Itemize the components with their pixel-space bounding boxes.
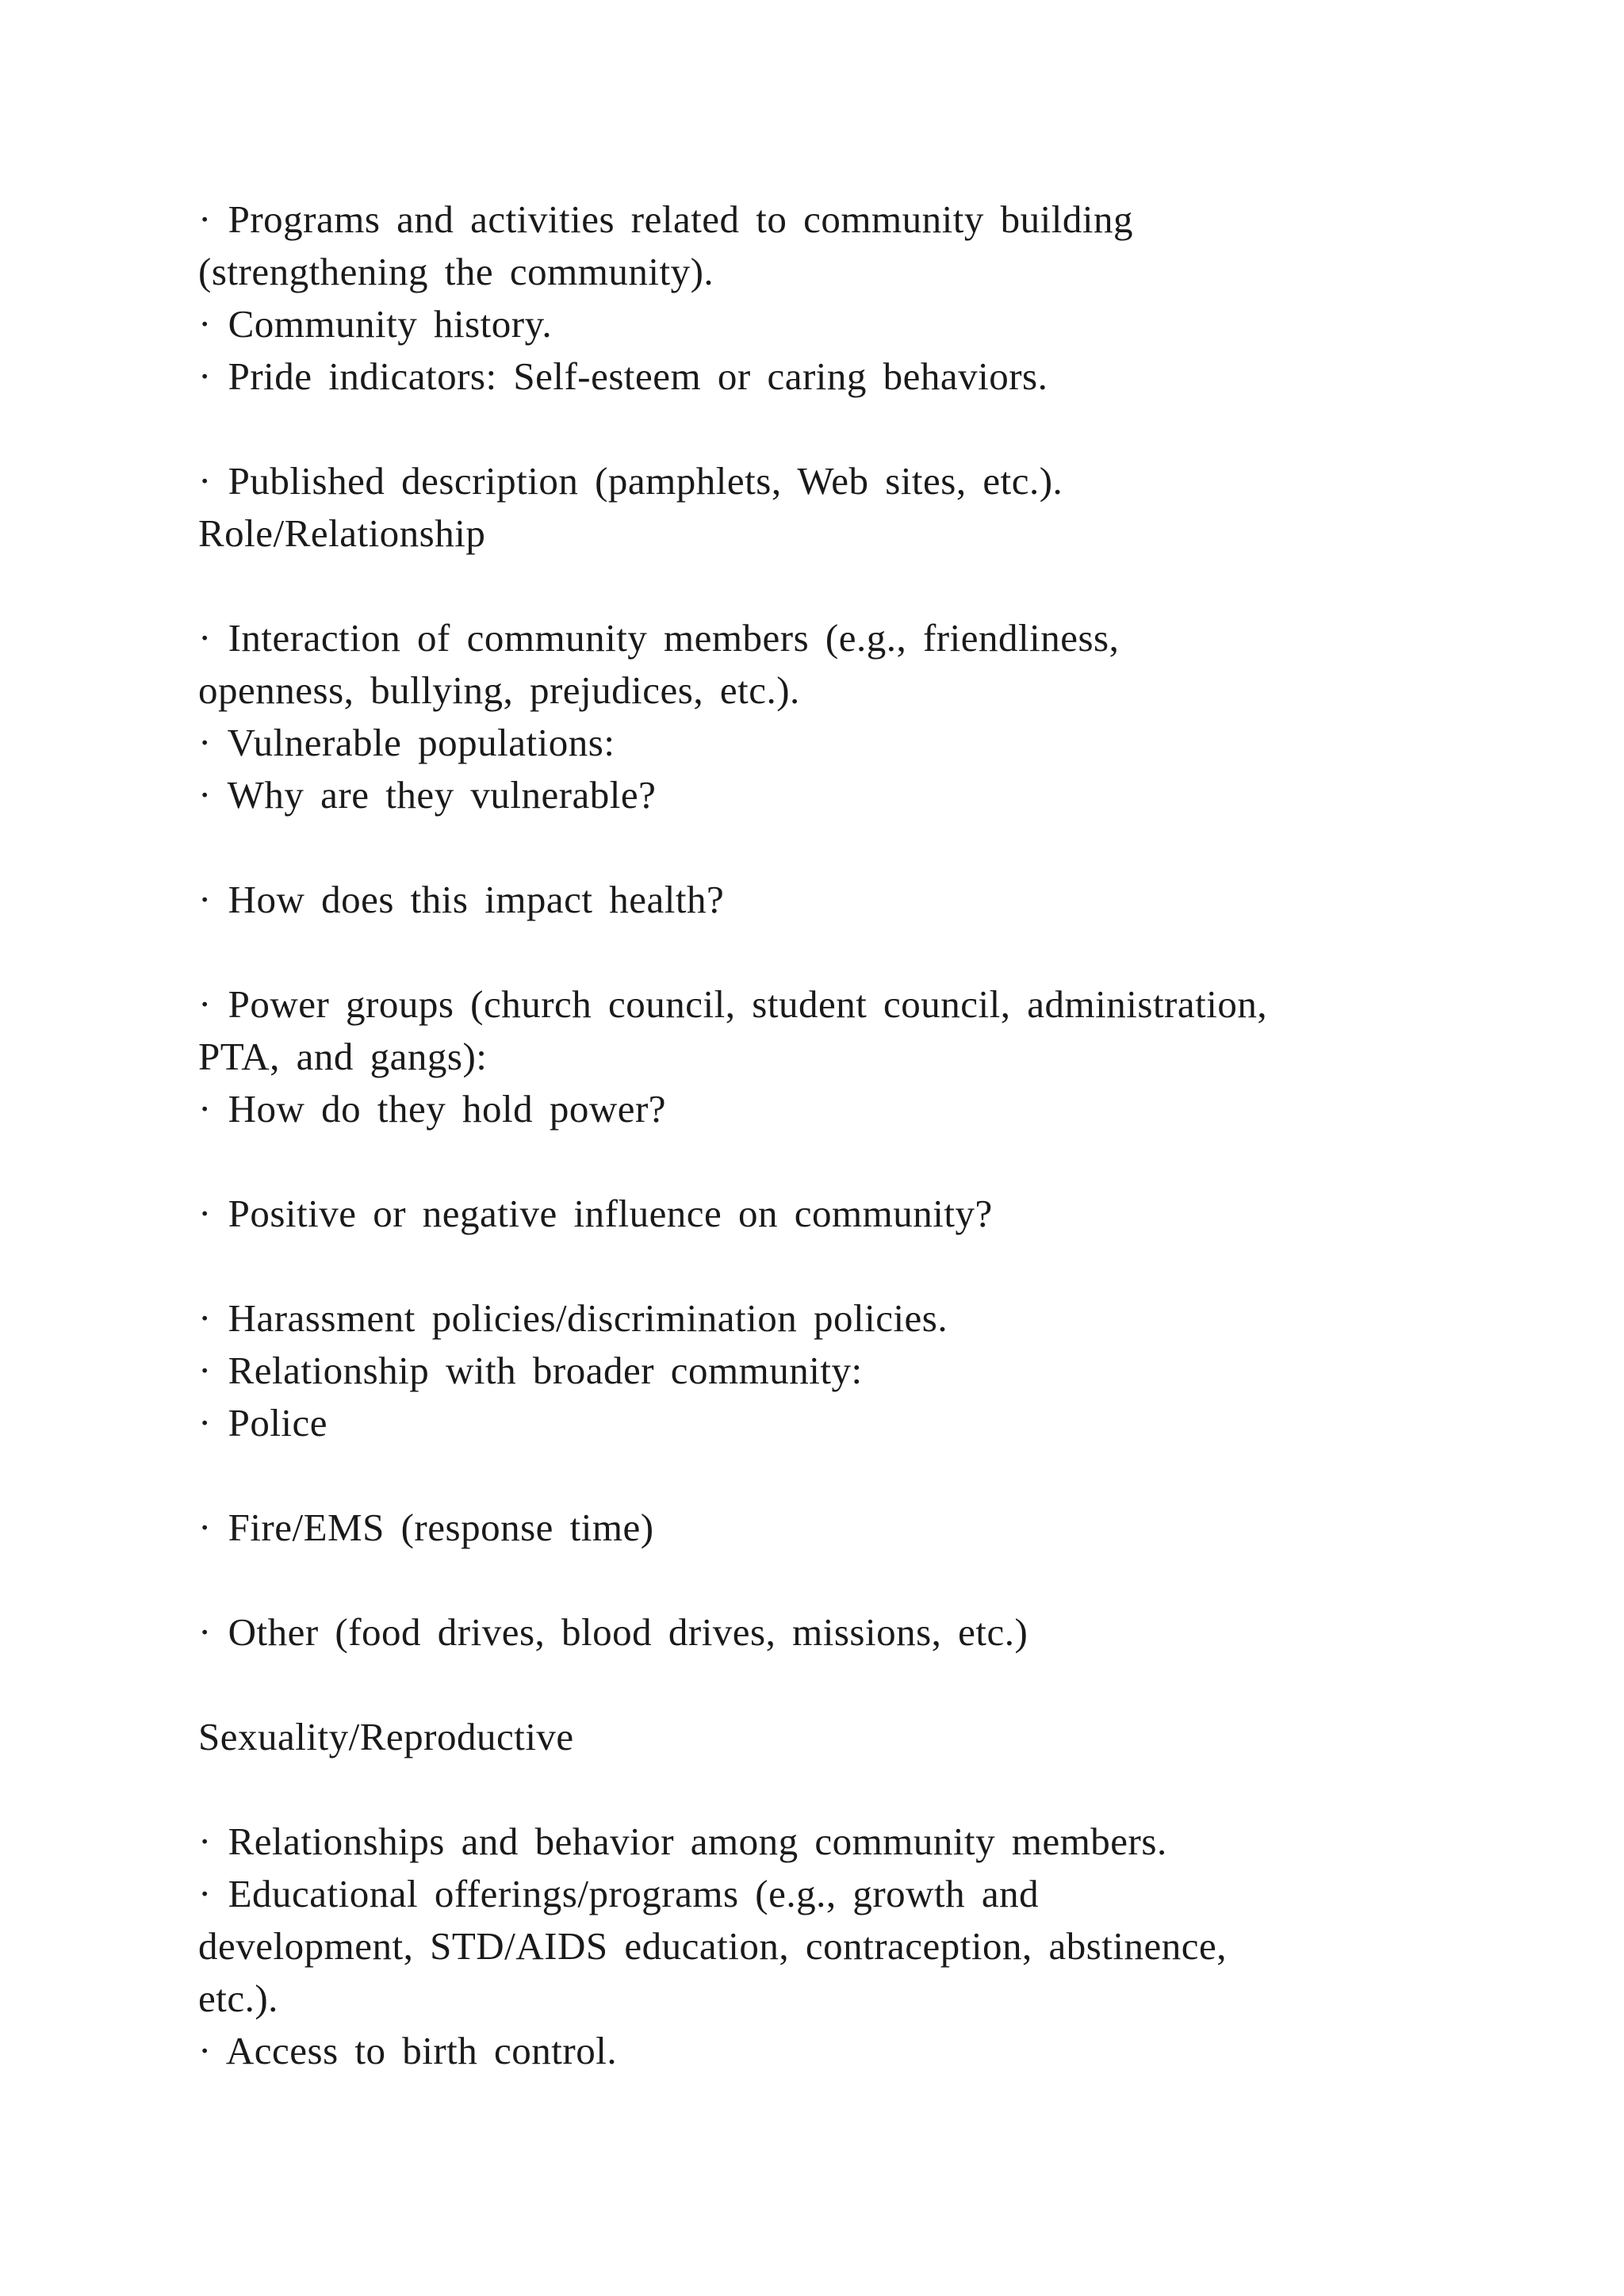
text-line: · Published description (pamphlets, Web sites, etc.). — [198, 459, 1063, 503]
text-line: · Other (food drives, blood drives, missions, etc.) — [198, 1610, 1028, 1654]
text-line: · Relationships and behavior among community members. — [198, 1820, 1167, 1863]
text-line: · Police — [198, 1401, 328, 1445]
text-line: development, STD/AIDS education, contraception, abstinence, — [198, 1924, 1228, 1968]
text-line: · How do they hold power? — [198, 1087, 667, 1131]
section-heading: Sexuality/Reproductive — [198, 1715, 574, 1758]
text-line: · How does this impact health? — [198, 878, 725, 921]
text-line: · Community history. — [198, 302, 553, 346]
text-line: etc.). — [198, 1976, 278, 2020]
text-line: · Vulnerable populations: — [198, 721, 615, 764]
text-line: · Pride indicators: Self-esteem or caring behaviors. — [198, 354, 1048, 398]
text-line: (strengthening the community). — [198, 250, 714, 293]
text-line: PTA, and gangs): — [198, 1035, 488, 1078]
section-heading: Role/Relationship — [198, 511, 486, 555]
text-line: openness, bullying, prejudices, etc.). — [198, 668, 800, 712]
text-line: · Relationship with broader community: — [198, 1349, 863, 1392]
text-line: · Fire/EMS (response time) — [198, 1506, 654, 1549]
text-line: · Educational offerings/programs (e.g., growth and — [198, 1872, 1040, 1915]
text-line: · Access to birth control. — [198, 2029, 618, 2072]
text-line: · Programs and activities related to community building — [198, 197, 1133, 241]
text-line: · Interaction of community members (e.g., friendliness, — [198, 616, 1120, 660]
text-line: · Positive or negative influence on community? — [198, 1192, 993, 1235]
text-line: · Power groups (church council, student council, administration, — [198, 982, 1268, 1026]
text-line: · Harassment policies/discrimination policies. — [198, 1296, 948, 1340]
text-line: · Why are they vulnerable? — [198, 773, 657, 817]
